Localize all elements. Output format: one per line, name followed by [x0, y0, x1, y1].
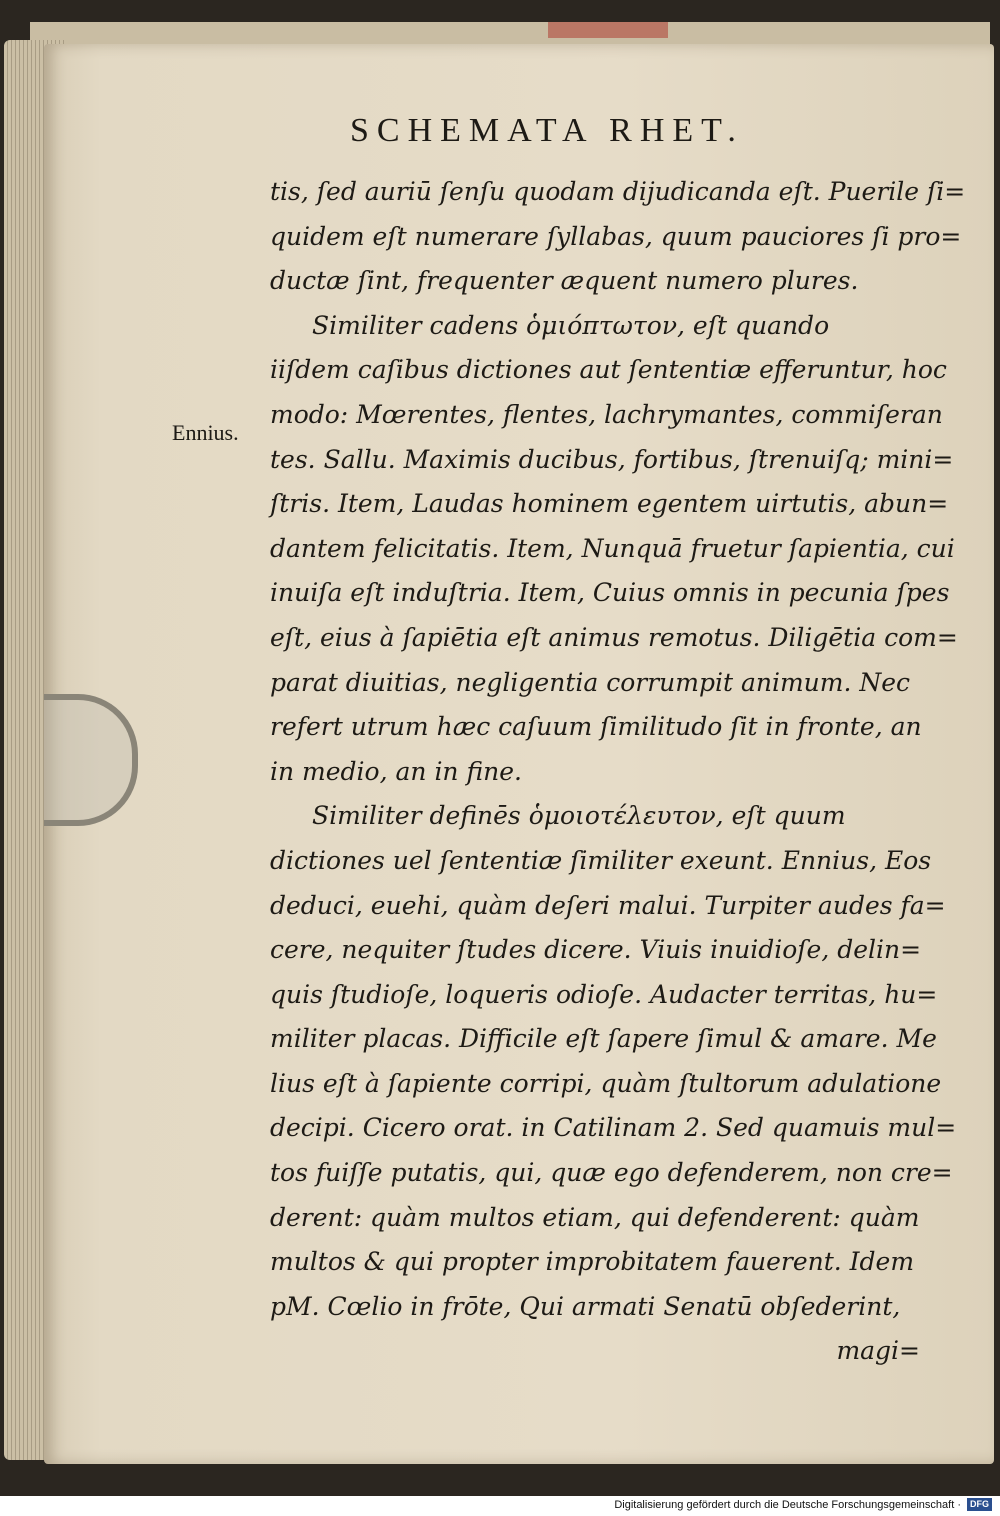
text-line: modo: Mœrentes, flentes, lachrymantes, commiſeran: [270, 399, 943, 429]
page-clip: [44, 694, 138, 826]
text-line: inuiſa eſt induſtria. Item, Cuius omnis in pecunia ſpes: [270, 578, 950, 608]
text-line: quis ſtudioſe, loqueris odioſe. Audacter territas, hu=: [270, 979, 938, 1009]
footer-credit: Digitalisierung gefördert durch die Deutsche Forschungsgemeinschaft ·: [614, 1498, 961, 1511]
text-line: ductæ ſint, frequenter æquent numero plures.: [270, 266, 859, 296]
text-line: iiſdem caſibus dictiones aut ſententiæ efferuntur, hoc: [270, 355, 947, 385]
text-line: parat diuitias, negligentia corrumpit animum. Nec: [270, 667, 911, 697]
text-line: derent: quàm multos etiam, qui defenderent: quàm: [270, 1202, 920, 1232]
text-line: in medio, an in fine.: [270, 756, 523, 786]
text-line: eſt, eius à ſapiētia eſt animus remotus. Diligētia com=: [270, 622, 958, 652]
red-page-edge: [548, 22, 668, 38]
text-line: Similiter cadens ὁμιόπτωτον, eſt quando: [312, 310, 830, 340]
text-line: lius eſt à ſapiente corripi, quàm ſtultorum adulatione: [270, 1068, 942, 1098]
text-line: deduci, euehi, quàm deſeri malui. Turpiter audes fa=: [270, 890, 946, 920]
dfg-logo: DFG: [967, 1498, 992, 1511]
marginal-note: Ennius.: [172, 420, 239, 445]
text-line: multos & qui propter improbitatem fauerent. Idem: [270, 1247, 915, 1277]
footer: [614, 1498, 992, 1511]
text-line: dictiones uel ſententiæ ſimiliter exeunt. Ennius, Eos: [270, 845, 932, 875]
text-line: dantem felicitatis. Item, Nunquā fruetur ſapientia, cui: [270, 533, 955, 563]
text-line: tes. Sallu. Maximis ducibus, fortibus, ſtrenuiſq; mini=: [270, 444, 954, 474]
running-head: SCHEMATA RHET.: [350, 112, 744, 149]
text-line: tos fuiſſe putatis, qui, quæ ego defenderem, non cre=: [270, 1158, 953, 1188]
text-line: pM. Cœlio in frōte, Qui armati Senatū obſederint,: [270, 1291, 901, 1321]
text-line: ſtris. Item, Laudas hominem egentem uirtutis, abun=: [270, 489, 949, 519]
text-line: tis, ſed auriū ſenſu quodam dijudicanda eſt. Puerile ſi=: [270, 177, 966, 206]
text-line: refert utrum hæc caſuum ſimilitudo ſit in fronte, an: [270, 712, 922, 742]
text-line: militer placas. Difficile eſt ſapere ſimul & amare. Me: [270, 1024, 937, 1054]
text-line: Similiter definēs ὁμοιοτέλευτον, eſt quum: [312, 801, 846, 831]
text-line: cere, nequiter ſtudes dicere. Viuis inuidioſe, delin=: [270, 935, 922, 965]
text-line: decipi. Cicero orat. in Catilinam 2. Sed quamuis mul=: [270, 1113, 957, 1143]
body-text: [270, 170, 966, 1374]
catchword: magi=: [836, 1336, 920, 1366]
text-line: quidem eſt numerare ſyllabas, quum pauciores ſi pro=: [270, 221, 962, 251]
